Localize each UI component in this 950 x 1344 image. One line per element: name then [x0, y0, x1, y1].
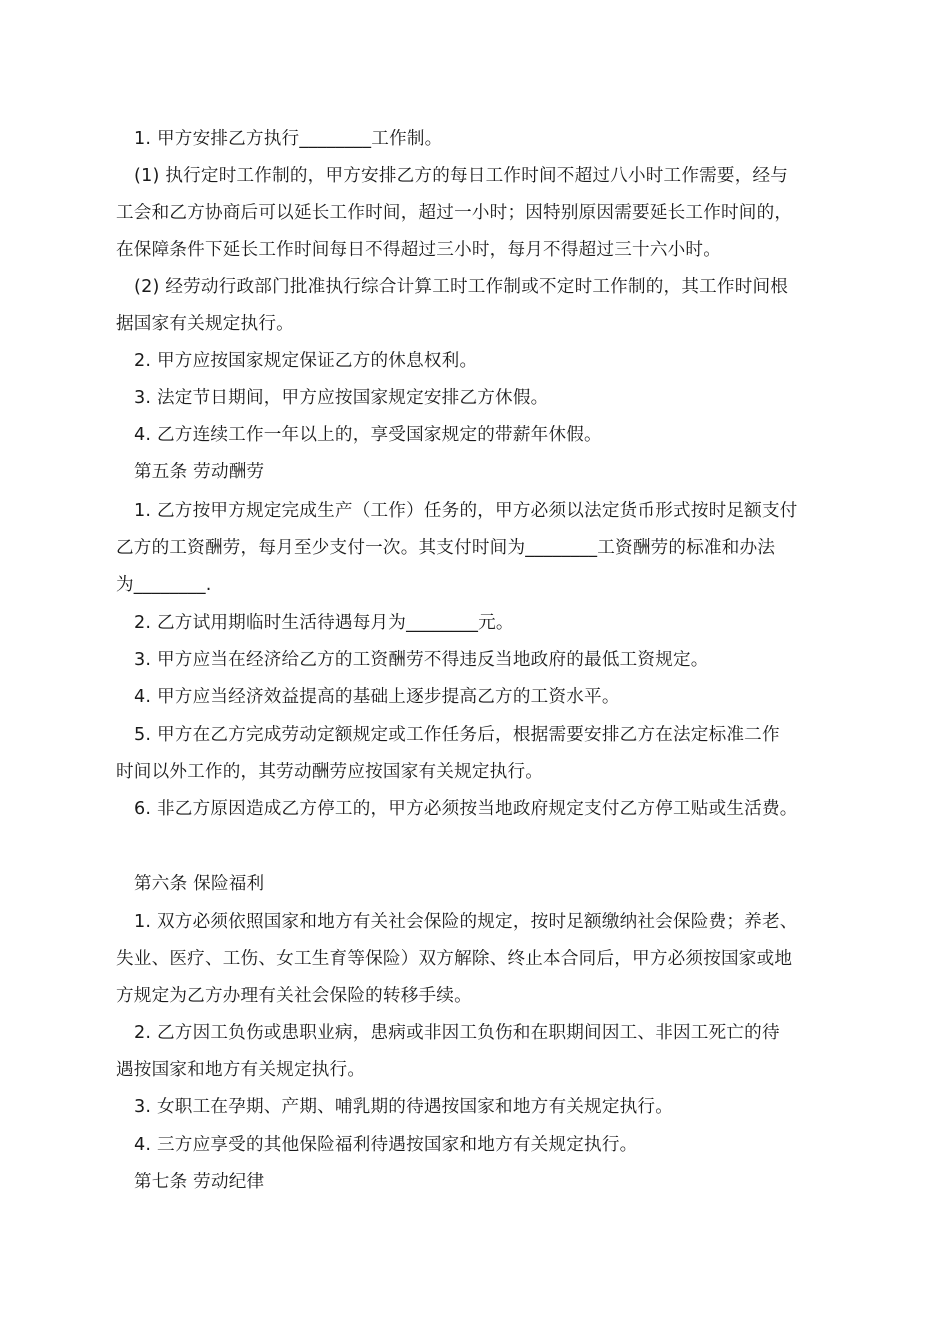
- text-line: 3. 甲方应当在经济给乙方的工资酬劳不得违反当地政府的最低工资规定。: [134, 650, 709, 670]
- paragraph-wage-payment: [116, 493, 842, 604]
- article-7-heading: [116, 1164, 842, 1201]
- paragraph-other-benefits: [116, 1127, 842, 1164]
- paragraph-wage-increase: [116, 679, 842, 716]
- paragraph-rest-rights: [116, 343, 842, 380]
- paragraph-annual-leave: [116, 417, 842, 454]
- paragraph-flexible-hours: [116, 269, 842, 343]
- text-line: 第六条 保险福利: [134, 874, 265, 894]
- text-line: 5. 甲方在乙方完成劳动定额规定或工作任务后，根据需要安排乙方在法定标准二作: [134, 725, 780, 745]
- paragraph-holidays: [116, 380, 842, 417]
- text-line: 1. 双方必须依照国家和地方有关社会保险的规定，按时足额缴纳社会保险费；养老、: [134, 912, 798, 932]
- paragraph-minimum-wage: [116, 642, 842, 679]
- text-line: 为________.: [116, 575, 212, 595]
- text-line: 时间以外工作的，其劳动酬劳应按国家有关规定执行。: [116, 762, 544, 782]
- text-line: 遇按国家和地方有关规定执行。: [116, 1060, 366, 1080]
- text-line: 3. 女职工在孕期、产期、哺乳期的待遇按国家和地方有关规定执行。: [134, 1097, 674, 1117]
- text-line: 4. 甲方应当经济效益提高的基础上逐步提高乙方的工资水平。: [134, 687, 620, 707]
- article-5-heading: [116, 454, 842, 491]
- text-line: 3. 法定节日期间，甲方应按国家规定安排乙方休假。: [134, 388, 549, 408]
- text-line: 乙方的工资酬劳，每月至少支付一次。其支付时间为________工资酬劳的标准和办法: [116, 538, 776, 558]
- paragraph-social-insurance: [116, 904, 842, 1015]
- text-line: 2. 乙方试用期临时生活待遇每月为________元。: [134, 613, 514, 633]
- text-line: 4. 乙方连续工作一年以上的，享受国家规定的带薪年休假。: [134, 425, 602, 445]
- paragraph-fixed-hours: [116, 158, 842, 269]
- text-line: 1. 乙方按甲方规定完成生产（工作）任务的，甲方必须以法定货币形式按时足额支付: [134, 501, 798, 521]
- article-6-heading: [116, 866, 842, 903]
- text-line: 据国家有关规定执行。: [116, 314, 294, 334]
- paragraph-work-injury: [116, 1015, 842, 1089]
- text-line: 1. 甲方安排乙方执行________工作制。: [134, 129, 443, 149]
- text-line: 4. 三方应享受的其他保险福利待遇按国家和地方有关规定执行。: [134, 1135, 638, 1155]
- text-line: (1) 执行定时工作制的，甲方安排乙方的每日工作时间不超过八小时工作需要，经与: [134, 166, 789, 186]
- paragraph-work-stoppage: [116, 791, 842, 828]
- text-line: 6. 非乙方原因造成乙方停工的，甲方必须按当地政府规定支付乙方停工贴或生活费。: [134, 799, 798, 819]
- text-line: 在保障条件下延长工作时间每日不得超过三小时，每月不得超过三十六小时。: [116, 240, 721, 260]
- text-line: 工会和乙方协商后可以延长工作时间，超过一小时；因特别原因需要延长工作时间的，: [116, 203, 793, 223]
- text-line: 失业、医疗、工伤、女工生育等保险）双方解除、终止本合同后，甲方必须按国家或地: [116, 949, 793, 969]
- text-line: 方规定为乙方办理有关社会保险的转移手续。: [116, 986, 472, 1006]
- text-line: 第五条 劳动酬劳: [134, 462, 265, 482]
- paragraph-probation-pay: [116, 605, 842, 642]
- text-line: 第七条 劳动纪律: [134, 1172, 265, 1192]
- text-line: 2. 乙方因工负伤或患职业病，患病或非因工负伤和在职期间因工、非因工死亡的待: [134, 1023, 780, 1043]
- paragraph-work-system: [116, 121, 842, 158]
- text-line: (2) 经劳动行政部门批准执行综合计算工时工作制或不定时工作制的，其工作时间根: [134, 277, 789, 297]
- paragraph-overtime-pay: [116, 717, 842, 791]
- paragraph-female-workers: [116, 1089, 842, 1126]
- text-line: 2. 甲方应按国家规定保证乙方的休息权利。: [134, 351, 478, 371]
